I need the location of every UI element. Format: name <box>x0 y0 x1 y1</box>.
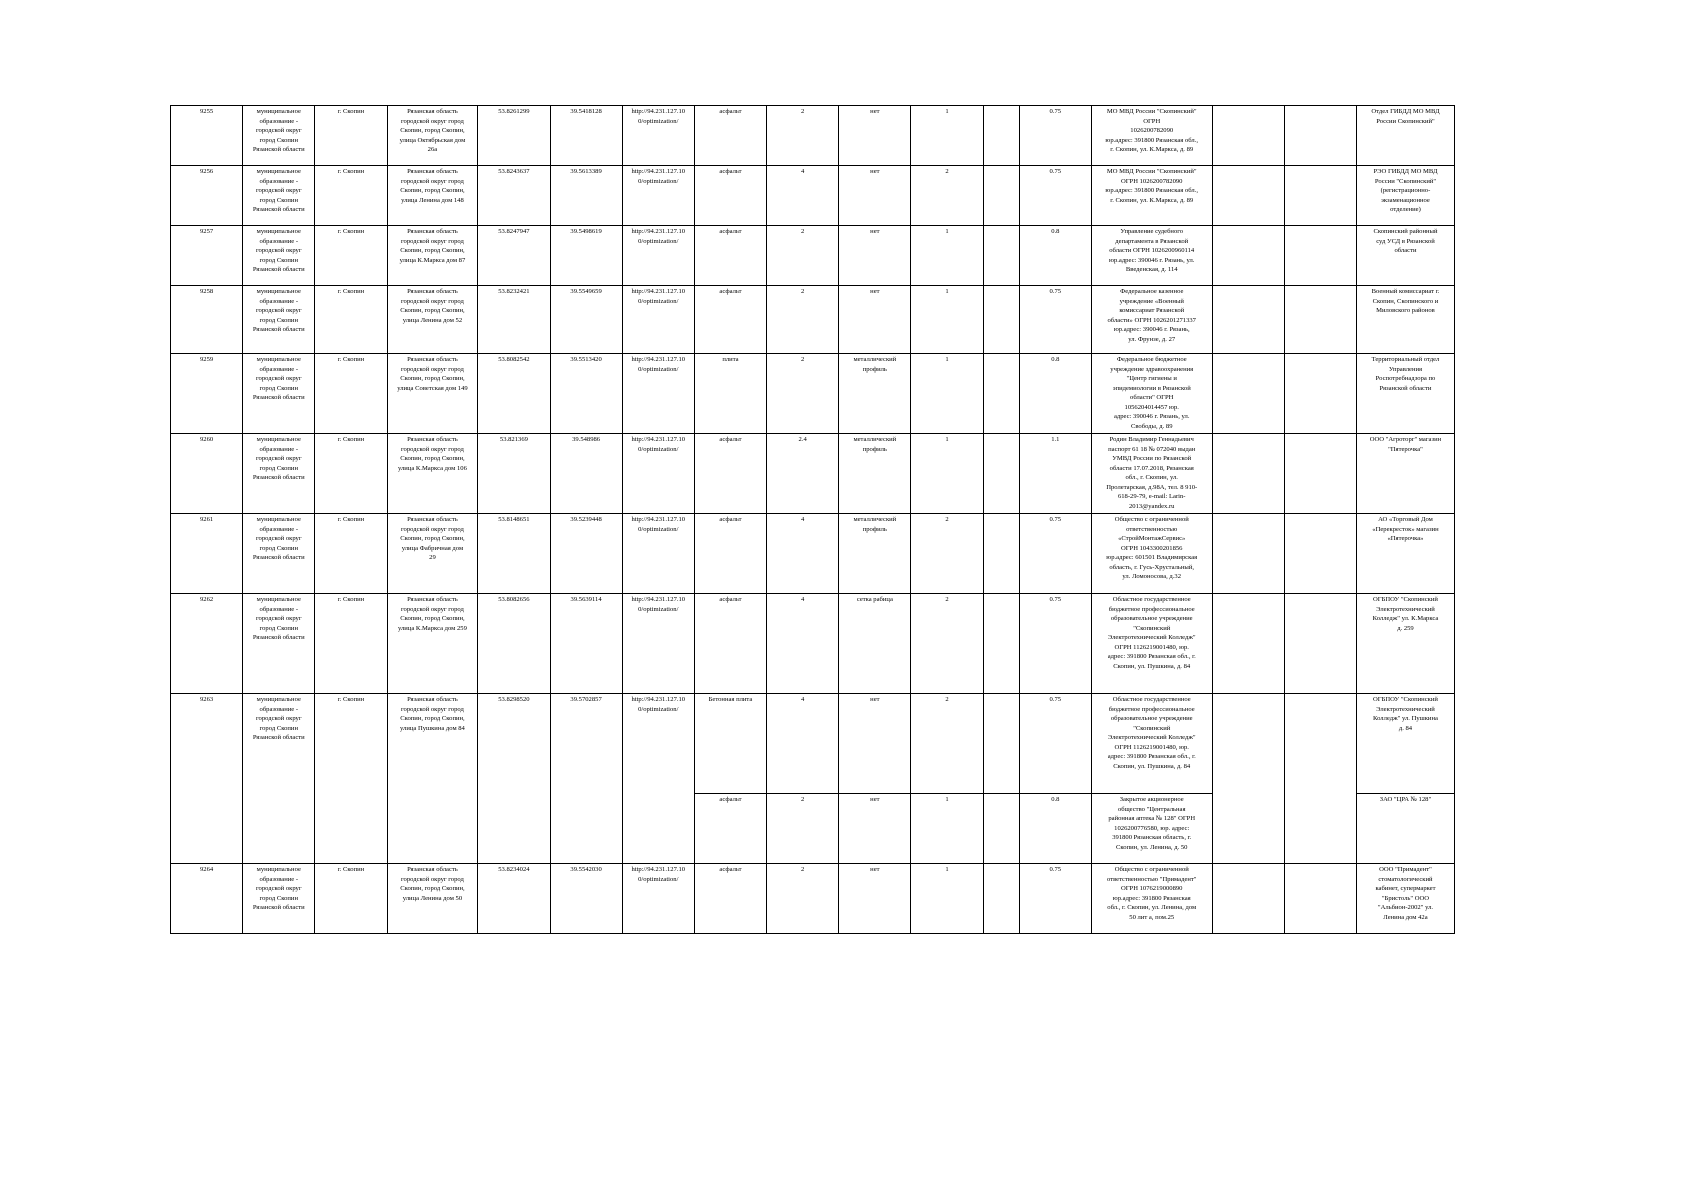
latitude-cell: 53.8082542 <box>478 354 550 434</box>
volume-cell: 0.75 <box>1019 166 1091 226</box>
containers-cell: 1 <box>911 864 983 934</box>
blank-cell <box>1212 226 1284 286</box>
area-cell: 2 <box>767 106 839 166</box>
latitude-cell: 53.8261299 <box>478 106 550 166</box>
city-cell: г. Скопин <box>315 226 387 286</box>
blank-cell <box>1212 166 1284 226</box>
longitude-cell: 39.5498619 <box>550 226 622 286</box>
volume-cell: 1.1 <box>1019 434 1091 514</box>
organization-cell: ООО "Агроторг" магазин "Пятерочка" <box>1356 434 1454 514</box>
city-cell: г. Скопин <box>315 434 387 514</box>
organization-cell: АО «Торговый Дом «Перекресток» магазин «Пятерочка» <box>1356 514 1454 594</box>
city-cell: г. Скопин <box>315 354 387 434</box>
blank-cell <box>983 106 1019 166</box>
containers-cell: 2 <box>911 166 983 226</box>
surface-cell: асфальт <box>694 794 766 864</box>
blank-cell <box>983 354 1019 434</box>
containers-cell: 2 <box>911 514 983 594</box>
volume-cell: 0.75 <box>1019 514 1091 594</box>
address-cell: Рязанская область городской округ город Скопин, город Скопин, улица К.Маркса дом 87 <box>387 226 478 286</box>
address-cell: Рязанская область городской округ город Скопин, город Скопин, улица К.Маркса дом 259 <box>387 594 478 694</box>
area-cell: 4 <box>767 694 839 794</box>
organization-cell: ООО "Примадент" стоматологический кабинет, супермаркет "Бристоль" ООО "Альбион-2002" ул. Ленина дом 42а <box>1356 864 1454 934</box>
area-cell: 2 <box>767 286 839 354</box>
municipality-cell: муниципальное образование - городской округ город Скопин Рязанской области <box>243 864 315 934</box>
address-cell: Рязанская область городской округ город Скопин, город Скопин, улица Ленина дом 52 <box>387 286 478 354</box>
volume-cell: 0.8 <box>1019 226 1091 286</box>
surface-cell: асфальт <box>694 166 766 226</box>
volume-cell: 0.75 <box>1019 594 1091 694</box>
fence-cell: нет <box>839 794 911 864</box>
municipality-cell: муниципальное образование - городской округ город Скопин Рязанской области <box>243 226 315 286</box>
city-cell: г. Скопин <box>315 864 387 934</box>
containers-cell: 1 <box>911 354 983 434</box>
latitude-cell: 53.8148651 <box>478 514 550 594</box>
longitude-cell: 39.5549659 <box>550 286 622 354</box>
registry-table <box>170 105 1455 934</box>
url-cell: http://94.231.127.10 0/optimization/ <box>622 226 694 286</box>
area-cell: 4 <box>767 514 839 594</box>
url-cell: http://94.231.127.10 0/optimization/ <box>622 434 694 514</box>
blank-cell <box>1212 286 1284 354</box>
table-row <box>171 864 1455 934</box>
address-cell: Рязанская область городской округ город Скопин, город Скопин, улица Ленина дом 148 <box>387 166 478 226</box>
record-id: 9262 <box>171 594 243 694</box>
table-row <box>171 226 1455 286</box>
area-cell: 2 <box>767 354 839 434</box>
organization-cell: Скопинский районный суд УСД в Рязанской области <box>1356 226 1454 286</box>
blank-cell <box>1212 514 1284 594</box>
volume-cell: 0.75 <box>1019 694 1091 794</box>
latitude-cell: 53.821369 <box>478 434 550 514</box>
organization-cell: Военный комиссариат г. Скопин, Скопинского и Миловского районов <box>1356 286 1454 354</box>
area-cell: 4 <box>767 166 839 226</box>
containers-cell: 1 <box>911 794 983 864</box>
fence-cell: нет <box>839 694 911 794</box>
longitude-cell: 39.5542030 <box>550 864 622 934</box>
record-id: 9264 <box>171 864 243 934</box>
owner-cell: Областное государственное бюджетное профессиональное образовательное учреждение "Скопинский Электротехнический Колледж" ОГРН 1126219001480, юр. адрес: 391800 Рязанская обл., г. Скопин, ул. Пушкина, д. 84 <box>1091 594 1212 694</box>
blank-cell <box>1284 106 1356 166</box>
municipality-cell: муниципальное образование - городской округ город Скопин Рязанской области <box>243 434 315 514</box>
address-cell: Рязанская область городской округ город Скопин, город Скопин, улица Пушкина дом 84 <box>387 694 478 864</box>
fence-cell: нет <box>839 226 911 286</box>
record-id: 9260 <box>171 434 243 514</box>
table-row <box>171 514 1455 594</box>
latitude-cell: 53.8082656 <box>478 594 550 694</box>
blank-cell <box>1284 694 1356 864</box>
containers-cell: 1 <box>911 434 983 514</box>
table-row <box>171 106 1455 166</box>
owner-cell: МО МВД России "Скопинский" ОГРН 1026200782090 юр.адрес: 391800 Рязанская обл., г. Скопин, ул. К.Маркса, д. 89 <box>1091 106 1212 166</box>
blank-cell <box>1212 594 1284 694</box>
organization-cell: ОГБПОУ "Скопинский Электротехнический Колледж" ул. Пушкина д. 84 <box>1356 694 1454 794</box>
organization-cell: РЭО ГИБДД МО МВД России "Скопинский" (регистрационно- экзаменационное отделение) <box>1356 166 1454 226</box>
address-cell: Рязанская область городской округ город Скопин, город Скопин, улица Ленина дом 50 <box>387 864 478 934</box>
url-cell: http://94.231.127.10 0/optimization/ <box>622 106 694 166</box>
blank-cell <box>1212 864 1284 934</box>
longitude-cell: 39.548986 <box>550 434 622 514</box>
registry-body <box>171 106 1455 934</box>
longitude-cell: 39.5239448 <box>550 514 622 594</box>
organization-cell: ЗАО "ЦРА № 128" <box>1356 794 1454 864</box>
blank-cell <box>983 694 1019 794</box>
city-cell: г. Скопин <box>315 514 387 594</box>
blank-cell <box>1284 594 1356 694</box>
containers-cell: 1 <box>911 286 983 354</box>
city-cell: г. Скопин <box>315 694 387 864</box>
blank-cell <box>983 286 1019 354</box>
record-id: 9255 <box>171 106 243 166</box>
volume-cell: 0.75 <box>1019 106 1091 166</box>
city-cell: г. Скопин <box>315 106 387 166</box>
url-cell: http://94.231.127.10 0/optimization/ <box>622 286 694 354</box>
surface-cell: асфальт <box>694 286 766 354</box>
containers-cell: 1 <box>911 226 983 286</box>
address-cell: Рязанская область городской округ город Скопин, город Скопин, улица Советская дом 149 <box>387 354 478 434</box>
blank-cell <box>1284 354 1356 434</box>
url-cell: http://94.231.127.10 0/optimization/ <box>622 514 694 594</box>
surface-cell: Бетонная плита <box>694 694 766 794</box>
municipality-cell: муниципальное образование - городской округ город Скопин Рязанской области <box>243 594 315 694</box>
fence-cell: нет <box>839 286 911 354</box>
blank-cell <box>983 434 1019 514</box>
table-row <box>171 166 1455 226</box>
owner-cell: Общество с ограниченной ответственностью «СтройМонтажСервис» ОГРН 1043300201856 юр.адрес: 601501 Владимирская область, г. Гусь-Хрустальный, ул. Ломоносова, д.32 <box>1091 514 1212 594</box>
fence-cell: нет <box>839 864 911 934</box>
url-cell: http://94.231.127.10 0/optimization/ <box>622 354 694 434</box>
blank-cell <box>983 166 1019 226</box>
municipality-cell: муниципальное образование - городской округ город Скопин Рязанской области <box>243 106 315 166</box>
blank-cell <box>1212 434 1284 514</box>
table-row <box>171 354 1455 434</box>
surface-cell: асфальт <box>694 434 766 514</box>
owner-cell: Федеральное казенное учреждение «Военный комиссариат Рязанской области» ОГРН 1026201271337 юр.адрес: 390046 г. Рязань, ул. Фрунзе, д. 27 <box>1091 286 1212 354</box>
city-cell: г. Скопин <box>315 166 387 226</box>
record-id: 9259 <box>171 354 243 434</box>
record-id: 9257 <box>171 226 243 286</box>
fence-cell: нет <box>839 166 911 226</box>
city-cell: г. Скопин <box>315 594 387 694</box>
latitude-cell: 53.8298520 <box>478 694 550 864</box>
fence-cell: металлический профиль <box>839 434 911 514</box>
organization-cell: ОГБПОУ "Скопинский Электротехнический Колледж" ул. К.Маркса д. 259 <box>1356 594 1454 694</box>
url-cell: http://94.231.127.10 0/optimization/ <box>622 864 694 934</box>
fence-cell: сетка рабица <box>839 594 911 694</box>
url-cell: http://94.231.127.10 0/optimization/ <box>622 166 694 226</box>
address-cell: Рязанская область городской округ город Скопин, город Скопин, улица К.Маркса дом 106 <box>387 434 478 514</box>
longitude-cell: 39.5613389 <box>550 166 622 226</box>
surface-cell: асфальт <box>694 226 766 286</box>
municipality-cell: муниципальное образование - городской округ город Скопин Рязанской области <box>243 354 315 434</box>
volume-cell: 0.8 <box>1019 354 1091 434</box>
area-cell: 2 <box>767 226 839 286</box>
record-id: 9258 <box>171 286 243 354</box>
latitude-cell: 53.8247947 <box>478 226 550 286</box>
owner-cell: Управление судебного департамента в Рязанской области ОГРН 1026200960114 юр.адрес: 390046 г. Рязань, ул. Введенская, д. 114 <box>1091 226 1212 286</box>
blank-cell <box>1212 694 1284 864</box>
surface-cell: асфальт <box>694 106 766 166</box>
blank-cell <box>1212 106 1284 166</box>
latitude-cell: 53.8232421 <box>478 286 550 354</box>
blank-cell <box>1284 166 1356 226</box>
blank-cell <box>1284 226 1356 286</box>
blank-cell <box>1212 354 1284 434</box>
surface-cell: асфальт <box>694 864 766 934</box>
url-cell: http://94.231.127.10 0/optimization/ <box>622 694 694 864</box>
area-cell: 2 <box>767 864 839 934</box>
fence-cell: металлический профиль <box>839 514 911 594</box>
table-row <box>171 286 1455 354</box>
volume-cell: 0.8 <box>1019 794 1091 864</box>
surface-cell: асфальт <box>694 514 766 594</box>
owner-cell: Федеральное бюджетное учреждение здравоохранения "Центр гигиены и эпидемиологии в Рязанской области" ОГРН 1056204014457 юр. адрес: 390046 г. Рязань, ул. Свободы, д. 89 <box>1091 354 1212 434</box>
blank-cell <box>1284 864 1356 934</box>
blank-cell <box>983 226 1019 286</box>
longitude-cell: 39.5702857 <box>550 694 622 864</box>
organization-cell: Отдел ГИБДД МО МВД России Скопинский" <box>1356 106 1454 166</box>
record-id: 9263 <box>171 694 243 864</box>
city-cell: г. Скопин <box>315 286 387 354</box>
containers-cell: 1 <box>911 106 983 166</box>
surface-cell: плита <box>694 354 766 434</box>
record-id: 9261 <box>171 514 243 594</box>
longitude-cell: 39.5513420 <box>550 354 622 434</box>
table-row <box>171 594 1455 694</box>
municipality-cell: муниципальное образование - городской округ город Скопин Рязанской области <box>243 694 315 864</box>
area-cell: 2.4 <box>767 434 839 514</box>
containers-cell: 2 <box>911 594 983 694</box>
organization-cell: Территориальный отдел Управления Роспотребнадзора по Рязанской области <box>1356 354 1454 434</box>
longitude-cell: 39.5418128 <box>550 106 622 166</box>
owner-cell: Областное государственное бюджетное профессиональное образовательное учреждение "Скопинский Электротехнический Колледж" ОГРН 1126219001480, юр. адрес: 391800 Рязанская обл., г. Скопин, ул. Пушкина, д. 84 <box>1091 694 1212 794</box>
longitude-cell: 39.5639114 <box>550 594 622 694</box>
blank-cell <box>983 594 1019 694</box>
fence-cell: нет <box>839 106 911 166</box>
table-row <box>171 694 1455 794</box>
containers-cell: 2 <box>911 694 983 794</box>
address-cell: Рязанская область городской округ город Скопин, город Скопин, улица Октябрьская дом 26а <box>387 106 478 166</box>
area-cell: 2 <box>767 794 839 864</box>
municipality-cell: муниципальное образование - городской округ город Скопин Рязанской области <box>243 514 315 594</box>
latitude-cell: 53.8243637 <box>478 166 550 226</box>
owner-cell: Родин Владимир Геннадьевич паспорт 61 18 № 072040 выдан УМВД России по Рязанской области 17.07.2018, Рязанская обл., г. Скопин, ул. Пролетарская, д.98А, тел. 8 910- 618-29-79, e-mail: Larin- 2013@yandex.ru <box>1091 434 1212 514</box>
blank-cell <box>1284 514 1356 594</box>
record-id: 9256 <box>171 166 243 226</box>
area-cell: 4 <box>767 594 839 694</box>
fence-cell: металлический профиль <box>839 354 911 434</box>
owner-cell: Общество с ограниченной ответственностью "Примадент" ОГРН 1076219000890 юр.адрес: 391800 Рязанская обл., г. Скопин, ул. Ленина, дом 50 лит а, пом.25 <box>1091 864 1212 934</box>
municipality-cell: муниципальное образование - городской округ город Скопин Рязанской области <box>243 166 315 226</box>
latitude-cell: 53.8234024 <box>478 864 550 934</box>
table-row <box>171 434 1455 514</box>
url-cell: http://94.231.127.10 0/optimization/ <box>622 594 694 694</box>
blank-cell <box>1284 286 1356 354</box>
volume-cell: 0.75 <box>1019 286 1091 354</box>
volume-cell: 0.75 <box>1019 864 1091 934</box>
surface-cell: асфальт <box>694 594 766 694</box>
owner-cell: Закрытое акционерное общество "Центральная районная аптека № 128" ОГРН 1026200776580, юр. адрес: 391800 Рязанская область, г. Скопин, ул. Ленина, д. 50 <box>1091 794 1212 864</box>
address-cell: Рязанская область городской округ город Скопин, город Скопин, улица Фабричная дом 29 <box>387 514 478 594</box>
blank-cell <box>983 864 1019 934</box>
blank-cell <box>983 514 1019 594</box>
blank-cell <box>983 794 1019 864</box>
municipality-cell: муниципальное образование - городской округ город Скопин Рязанской области <box>243 286 315 354</box>
owner-cell: МО МВД России "Скопинский" ОГРН 1026200782090 юр.адрес: 391800 Рязанская обл., г. Скопин, ул. К.Маркса, д. 89 <box>1091 166 1212 226</box>
blank-cell <box>1284 434 1356 514</box>
